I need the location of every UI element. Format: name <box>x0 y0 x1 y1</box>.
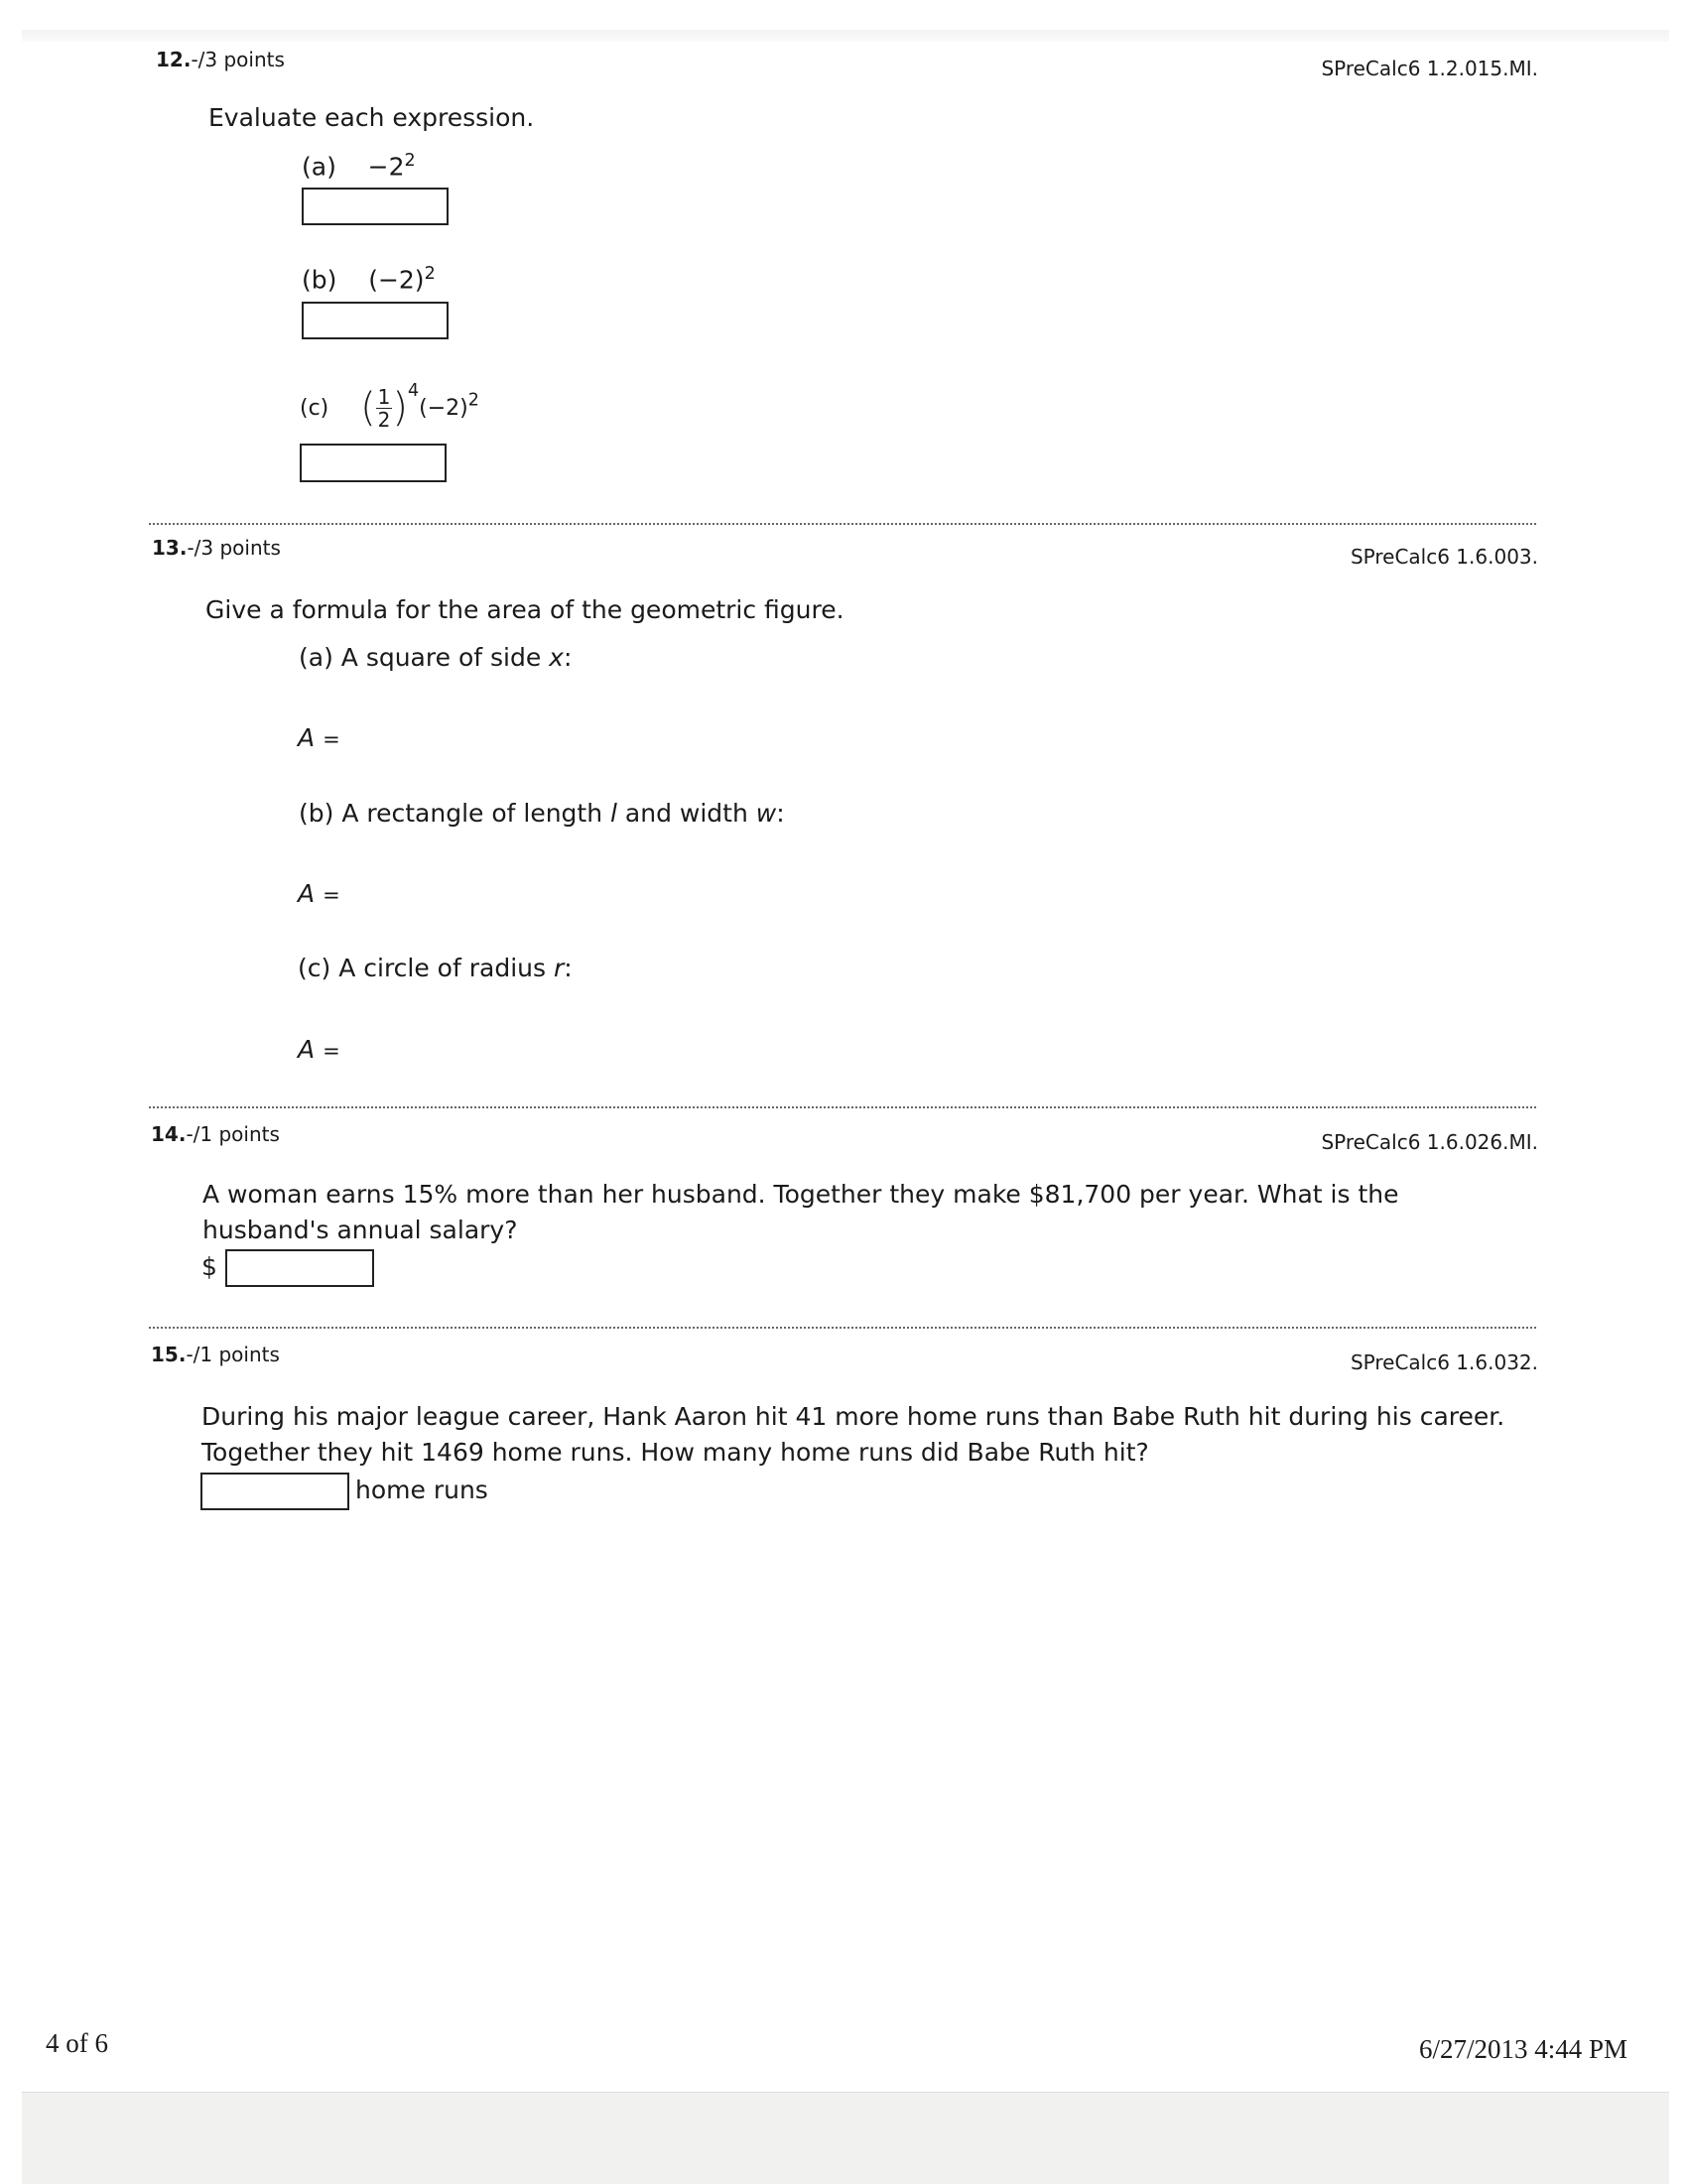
q12-points: -/3 points <box>191 48 285 71</box>
q12c-fraction <box>376 386 393 431</box>
q13b-mid: and width <box>616 799 756 828</box>
separator <box>149 1106 1536 1108</box>
scan-edge-bottom <box>22 2092 1669 2184</box>
q15-prompt: During his major league career, Hank Aaron hit 41 more home runs than Babe Ruth hit during his career. Together they hit 1469 home runs. How many home runs did Babe Ruth hit? <box>201 1402 1505 1467</box>
q13a-answer-label: A <box>298 723 316 752</box>
q13b-colon: : <box>776 799 785 828</box>
q12c-expression <box>300 380 479 432</box>
print-datetime: 6/27/2013 4:44 PM <box>1419 2034 1628 2064</box>
q15-answer-input[interactable] <box>200 1473 349 1510</box>
q12b-expression <box>302 264 436 294</box>
q12-id: SPreCalc6 1.2.015.MI. <box>1321 57 1538 80</box>
q15-id: SPreCalc6 1.6.032. <box>1350 1350 1538 1374</box>
q13-number: 13. <box>152 536 188 560</box>
q13b-answer[interactable] <box>298 879 340 908</box>
q12c-left-paren: ( <box>360 385 376 431</box>
q13c-text <box>298 954 573 982</box>
q12b-answer-input[interactable] <box>302 302 449 339</box>
q13c-answer[interactable] <box>298 1035 340 1064</box>
separator <box>149 523 1536 525</box>
q12a-base: −2 <box>367 152 405 182</box>
q13b-description: (b) A rectangle of length <box>299 799 611 828</box>
q12c-frac-num: 1 <box>377 384 391 409</box>
q12-prompt: Evaluate each expression. <box>208 103 535 132</box>
q13c-colon: : <box>564 954 573 982</box>
q15-unit: home runs <box>355 1476 488 1504</box>
q14-header <box>151 1122 280 1146</box>
scan-edge-top <box>22 30 1669 42</box>
q13a-variable: x <box>549 643 564 672</box>
q14-currency: $ <box>201 1252 217 1281</box>
q14-id: SPreCalc6 1.6.026.MI. <box>1321 1130 1538 1154</box>
q14-points: -/1 points <box>186 1122 280 1146</box>
q12c-label: (c) <box>300 396 329 421</box>
q14-number: 14. <box>151 1122 187 1146</box>
q13-prompt: Give a formula for the area of the geometric figure. <box>205 595 844 624</box>
q14-answer-input[interactable] <box>225 1249 374 1287</box>
q12-header <box>156 48 285 71</box>
q12b-label: (b) <box>302 265 337 295</box>
q12c-right-paren: ) <box>392 385 409 431</box>
q12c-tail: (−2) <box>419 396 468 421</box>
q12c-frac-den: 2 <box>377 407 391 432</box>
separator <box>149 1327 1536 1329</box>
q15-header <box>151 1343 280 1366</box>
q13c-description: (c) A circle of radius <box>298 954 554 982</box>
q13a-text <box>299 643 572 672</box>
q13b-variable-l: l <box>610 799 617 828</box>
q12b-base: (−2) <box>368 265 425 295</box>
q12a-expression <box>302 151 416 181</box>
q12c-frac-exponent: 4 <box>408 380 420 401</box>
q13a-equals: = <box>323 727 340 751</box>
q13c-variable: r <box>553 954 565 982</box>
q14-prompt: A woman earns 15% more than her husband. Together they make $81,700 per year. What is the husband's annual salary? <box>202 1180 1399 1244</box>
q12a-exponent: 2 <box>404 151 416 171</box>
q13a-answer[interactable] <box>298 723 340 752</box>
q13b-variable-w: w <box>755 799 777 828</box>
q15-points: -/1 points <box>186 1343 280 1366</box>
q13a-colon: : <box>563 643 573 672</box>
q12b-exponent: 2 <box>424 264 436 284</box>
q13-header <box>152 536 281 560</box>
q12-number: 12. <box>156 48 192 71</box>
q13b-text <box>299 799 785 828</box>
q13-id: SPreCalc6 1.6.003. <box>1350 545 1538 569</box>
q13c-answer-label: A <box>298 1035 316 1064</box>
q13c-equals: = <box>323 1039 340 1063</box>
q12c-tail-exponent: 2 <box>467 390 479 411</box>
q13a-description: (a) A square of side <box>299 643 550 672</box>
q13b-answer-label: A <box>298 879 316 908</box>
q12a-label: (a) <box>302 152 336 182</box>
q15-number: 15. <box>151 1343 187 1366</box>
q13-points: -/3 points <box>187 536 281 560</box>
q12a-answer-input[interactable] <box>302 188 449 225</box>
page-number: 4 of 6 <box>46 2028 108 2058</box>
q13b-equals: = <box>323 883 340 907</box>
q12c-answer-input[interactable] <box>300 444 447 482</box>
